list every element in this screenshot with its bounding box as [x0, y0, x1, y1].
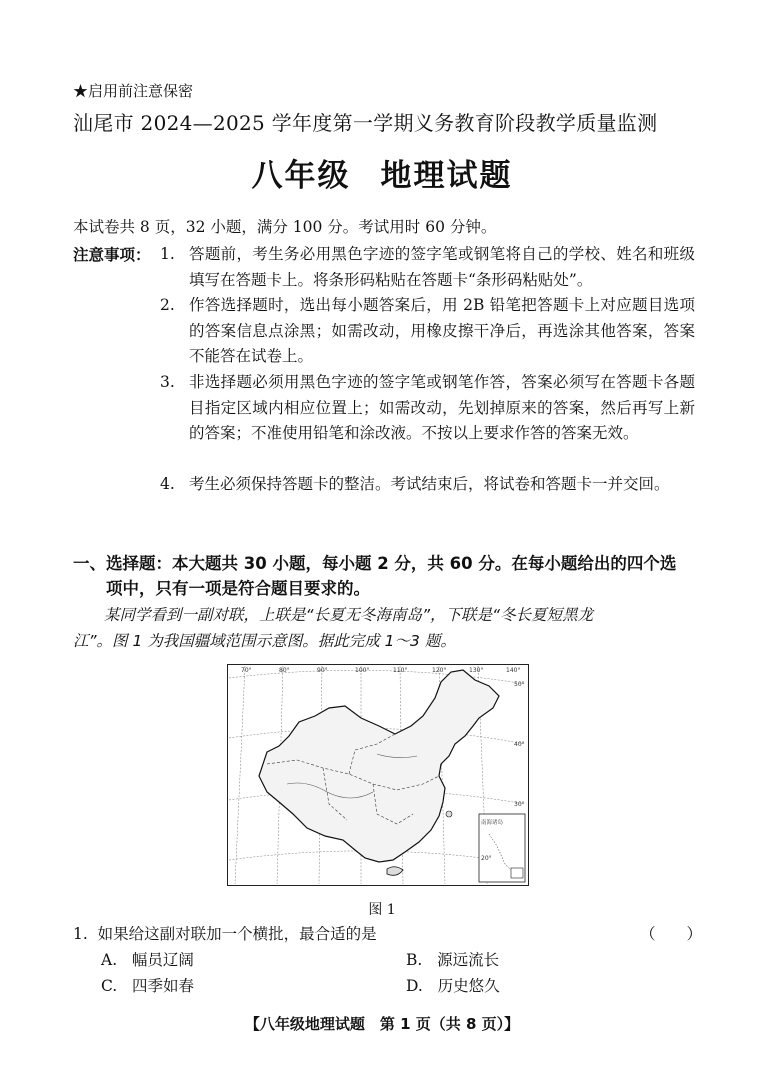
figure-caption: 图 1 — [368, 902, 396, 918]
lon-label: 120° — [432, 667, 447, 674]
lon-label: 70° — [241, 667, 252, 674]
answer-bracket: （ ） — [640, 925, 703, 943]
note-text: 作答选择题时，选出每小题答案后，用 2B 铅笔把答题卡上对应题目选项的答案信息点涂黑；如需改动，用橡皮擦干净后，再选涂其他答案，答案不能答在试卷上。 — [189, 296, 695, 365]
lon-label: 140° — [506, 667, 521, 674]
option-text: 四季如春 — [132, 977, 195, 995]
page-title — [0, 150, 764, 195]
exam-header: 汕尾市 2024—2025 学年度第一学期义务教育阶段教学质量监测 — [73, 111, 658, 135]
note-item — [160, 370, 695, 447]
title-subject: 地理试题 — [380, 158, 513, 194]
passage-line1: 某同学看到一副对联，上联是“长夏无冬海南岛”，下联是“冬长夏短黑龙 — [104, 606, 594, 624]
note-number: 4. — [160, 475, 175, 493]
option-letter: D. — [406, 977, 423, 995]
notes-label: 注意事项： — [73, 246, 151, 264]
question-text: 如果给这副对联加一个横批，最合适的是 — [97, 925, 377, 943]
lon-label: 80° — [279, 667, 290, 674]
lon-label: 100° — [355, 667, 370, 674]
title-grade: 八年级 — [251, 158, 351, 194]
lat-label: 30° — [514, 801, 525, 808]
note-item — [160, 472, 695, 498]
china-territory-map — [227, 664, 529, 886]
section-heading-line1: 一、选择题：本大题共 30 小题，每小题 2 分，共 60 分。在每小题给出的四个选 — [73, 554, 677, 573]
note-item — [160, 293, 695, 370]
exam-intro: 本试卷共 8 页，32 小题，满分 100 分。考试用时 60 分钟。 — [73, 218, 497, 236]
lon-label: 90° — [317, 667, 328, 674]
note-text: 考生必须保持答题卡的整洁。考试结束后，将试卷和答题卡一并交回。 — [189, 475, 670, 493]
section-heading-line2: 项中，只有一项是符合题目要求的。 — [106, 579, 370, 598]
lon-label: 130° — [469, 667, 484, 674]
option-letter: B. — [406, 951, 423, 969]
option-text: 幅员辽阔 — [131, 951, 194, 969]
option-d — [406, 974, 500, 996]
note-number: 3. — [160, 373, 175, 391]
option-text: 源远流长 — [437, 951, 500, 969]
option-text: 历史悠久 — [437, 977, 500, 995]
section-heading — [73, 551, 698, 601]
question-stem — [73, 922, 377, 944]
lat-label: 40° — [514, 741, 525, 748]
note-number: 2. — [160, 296, 175, 314]
confidential-notice: ★启用前注意保密 — [73, 82, 194, 100]
lon-label: 110° — [393, 667, 408, 674]
note-text: 答题前，考生务必用黑色字迹的签字笔或钢笔将自己的学校、姓名和班级填写在答题卡上。将条形码粘贴在答题卡“条形码粘贴处”。 — [189, 245, 695, 289]
note-item — [160, 242, 695, 293]
lat-label: 20° — [481, 855, 492, 862]
note-text: 非选择题必须用黑色字迹的签字笔或钢笔作答，答案必须写在答题卡各题目指定区域内相应位置上；如需改动，先划掉原来的答案，然后再写上新的答案；不准使用铅笔和涂改液。不按以上要求作答的答案无效。 — [189, 373, 695, 442]
option-a — [101, 948, 194, 970]
note-number: 1. — [160, 245, 175, 263]
option-letter: A. — [101, 951, 118, 969]
passage-line2: 江”。图 1 为我国疆域范围示意图。据此完成 1～3 题。 — [73, 632, 456, 650]
option-letter: C. — [101, 977, 118, 995]
question-passage — [73, 602, 698, 654]
inset-label: 南海诸岛 — [481, 820, 504, 826]
option-c — [101, 974, 194, 996]
question-number: 1. — [73, 925, 88, 943]
lat-label: 50° — [514, 681, 525, 688]
option-b — [406, 948, 499, 970]
page-footer: 【八年级地理试题 第 1 页（共 8 页）】 — [244, 1015, 520, 1033]
